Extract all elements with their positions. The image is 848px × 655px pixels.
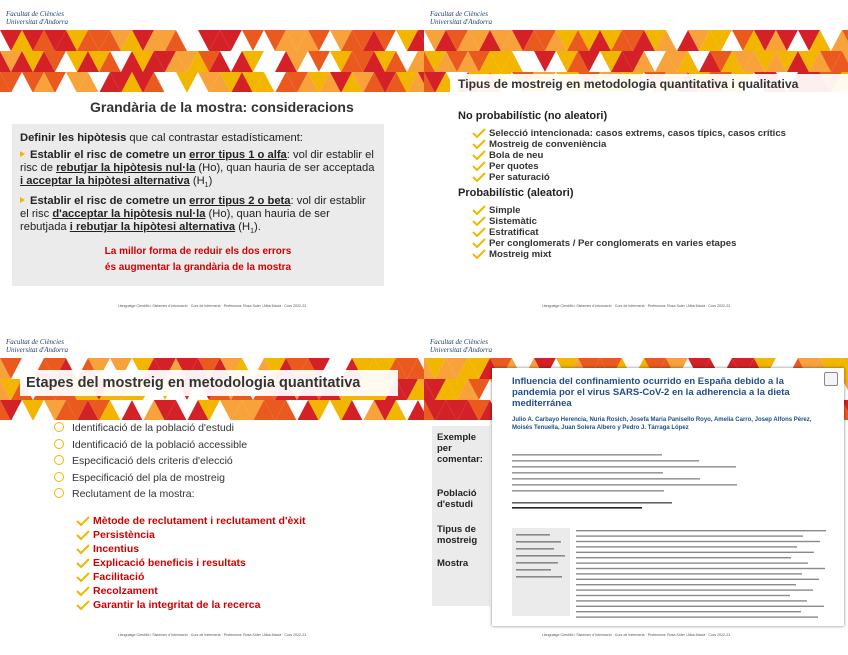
check-icon [76, 530, 90, 540]
list-item: Incentius [76, 542, 416, 556]
slide-footer: Llenguatge Científic i Sistemes d'Informació · Curs de Infermeria · Professora: Rosa Soler i Alba Macià · Curs 2022-23 [117, 304, 307, 308]
check-icon [76, 600, 90, 610]
recruitment-list [76, 514, 416, 612]
paper-excerpt [492, 368, 844, 626]
check-icon [472, 150, 486, 160]
list-item: Estratificat [472, 227, 838, 238]
paper-body-text [492, 368, 844, 626]
list-item: Recolzament [76, 584, 416, 598]
step-item: Especificació dels criteris d'elecció [54, 453, 414, 470]
steps-list [54, 420, 414, 503]
bullet-icon [20, 197, 25, 203]
circle-bullet-icon [54, 488, 64, 498]
geometric-banner [0, 30, 424, 92]
circle-bullet-icon [54, 422, 64, 432]
list-item: Explicació beneficis i resultats [76, 556, 416, 570]
slide-footer: Llenguatge Científic i Sistemes d'Informació · Curs de Infermeria · Professora: Rosa Soler i Alba Macià · Curs 2022-23 [541, 304, 731, 308]
list-item: Per quotes [472, 161, 838, 172]
list-item: Mètode de reclutament i reclutament d'èxit [76, 514, 416, 528]
slide-1 [0, 0, 424, 327]
list-item: Mostreig mixt [472, 249, 838, 260]
circle-bullet-icon [54, 472, 64, 482]
slide-4 [424, 328, 848, 655]
check-icon [76, 516, 90, 526]
faculty-logo: Facultat de Ciències Universitat d'Andorra [6, 338, 68, 354]
check-icon [472, 227, 486, 237]
paper-title: Influencia del confinamiento ocurrido en España debido a la pandemia por el virus SARS-CoV-2 en la adherencia a la dieta mediterránea [512, 376, 790, 409]
faculty-logo: Facultat de Ciències Universitat d'Andorra [430, 338, 492, 354]
bullet-icon [20, 151, 25, 157]
slide-title: Grandària de la mostra: consideracions [80, 96, 380, 118]
content-box: Definir les hipòtesis que cal contrastar estadísticament: Establir el risc de cometre un error tipus 1 o alfa: vol dir establir el risc de rebutjar la hipòtesis nul·la (Ho), quan hauria de ser acceptada i acceptar la hipòtesi alternativa $(H_1)$ Establir el risc de cometre un error tipus 2 o beta: vol dir establir el risc d'acceptar la hipòtesis nul·la (Ho), quan hauria de ser rebutjada i rebutjar la hipòtesi alternativa $(H_1)$. La millor forma de reduir els dos errors és augmentar la grandària de la mostra [12, 124, 384, 286]
slide-title: Tipus de mostreig en metodologia quantitativa i qualitativa [450, 74, 848, 94]
list-item: Persistència [76, 528, 416, 542]
slide-title: Etapes del mostreig en metodologia quantitativa [20, 370, 398, 396]
list-item: Selecció intencionada: casos extrems, casos típics, casos crítics [472, 128, 838, 139]
list-item: Mostreig de conveniència [472, 139, 838, 150]
list-item: Sistemàtic [472, 216, 838, 227]
hypothesis-beta: Establir el risc de cometre un error tipus 2 o beta: vol dir establir el risc d'acceptar la hipòtesis nul·la (Ho), quan hauria de ser rebutjada i rebutjar la hipòtesi alternativa $(H_1)$. [20, 195, 366, 236]
check-icon [472, 216, 486, 226]
list-item: Bola de neu [472, 150, 838, 161]
slide-footer: Llenguatge Científic i Sistemes d'Informació · Curs de Infermeria · Professora: Rosa Soler i Alba Macià · Curs 2022-23 [541, 633, 731, 637]
slide-footer: Llenguatge Científic i Sistemes d'Informació · Curs de Infermeria · Professora: Rosa Soler i Alba Macià · Curs 2022-23 [117, 633, 307, 637]
check-icon [472, 139, 486, 149]
check-icon [76, 544, 90, 554]
check-icon [76, 586, 90, 596]
slide-3 [0, 328, 424, 655]
step-item: Identificació de la població d'estudi [54, 420, 414, 437]
check-icon [76, 558, 90, 568]
circle-bullet-icon [54, 439, 64, 449]
check-icon [76, 572, 90, 582]
list-item: Per saturació [472, 172, 838, 183]
check-icon [472, 161, 486, 171]
check-icon [472, 128, 486, 138]
faculty-logo: Facultat de Ciències Universitat d'Andorra [430, 10, 492, 26]
step-item: Reclutament de la mostra: [54, 486, 414, 503]
list-item: Per conglomerats / Per conglomerats en varies etapes [472, 238, 838, 249]
labels-panel: Exemple per comentar: Població d'estudi Tipus de mostreig Mostra [432, 426, 490, 606]
circle-bullet-icon [54, 455, 64, 465]
faculty-logo: Facultat de Ciències Universitat d'Andorra [6, 10, 68, 26]
sampling-types: No probabilístic (no aleatori) Selecció intencionada: casos extrems, casos típics, casos crítics Mostreig de conveniència Bola de neu Per quotes Per saturació Probabilístic (aleatori) Simple Sistemàtic Estratificat Per conglomerats / Per conglomerats en varies etapes Mostreig mixt [458, 110, 838, 260]
list-item: Simple [472, 205, 838, 216]
conclusion: La millor forma de reduir els dos errors és augmentar la grandària de la mostra [104, 246, 292, 274]
slide-2 [424, 0, 848, 327]
paper-authors: Julio A. Carbayo Herencia, Nuria Rosich, Josefa María Panisello Royo, Amelia Carro, Josep Alfons Pérez, Moisés Tenuella, Juan Solera Albero y Pedro J. Tárraga López [512, 417, 812, 431]
check-icon [472, 172, 486, 182]
list-item: Garantir la integritat de la recerca [76, 598, 416, 612]
list-item: Facilitació [76, 570, 416, 584]
check-icon [472, 249, 486, 259]
check-icon [472, 238, 486, 248]
step-item: Identificació de la població accessible [54, 437, 414, 454]
hypothesis-alpha: Establir el risc de cometre un error tipus 1 o alfa: vol dir establir el risc de rebutjar la hipòtesis nul·la (Ho), quan hauria de ser acceptada i acceptar la hipòtesi alternativa $(H_1)$ [20, 149, 375, 190]
step-item: Especificació del pla de mostreig [54, 470, 414, 487]
check-icon [472, 205, 486, 215]
